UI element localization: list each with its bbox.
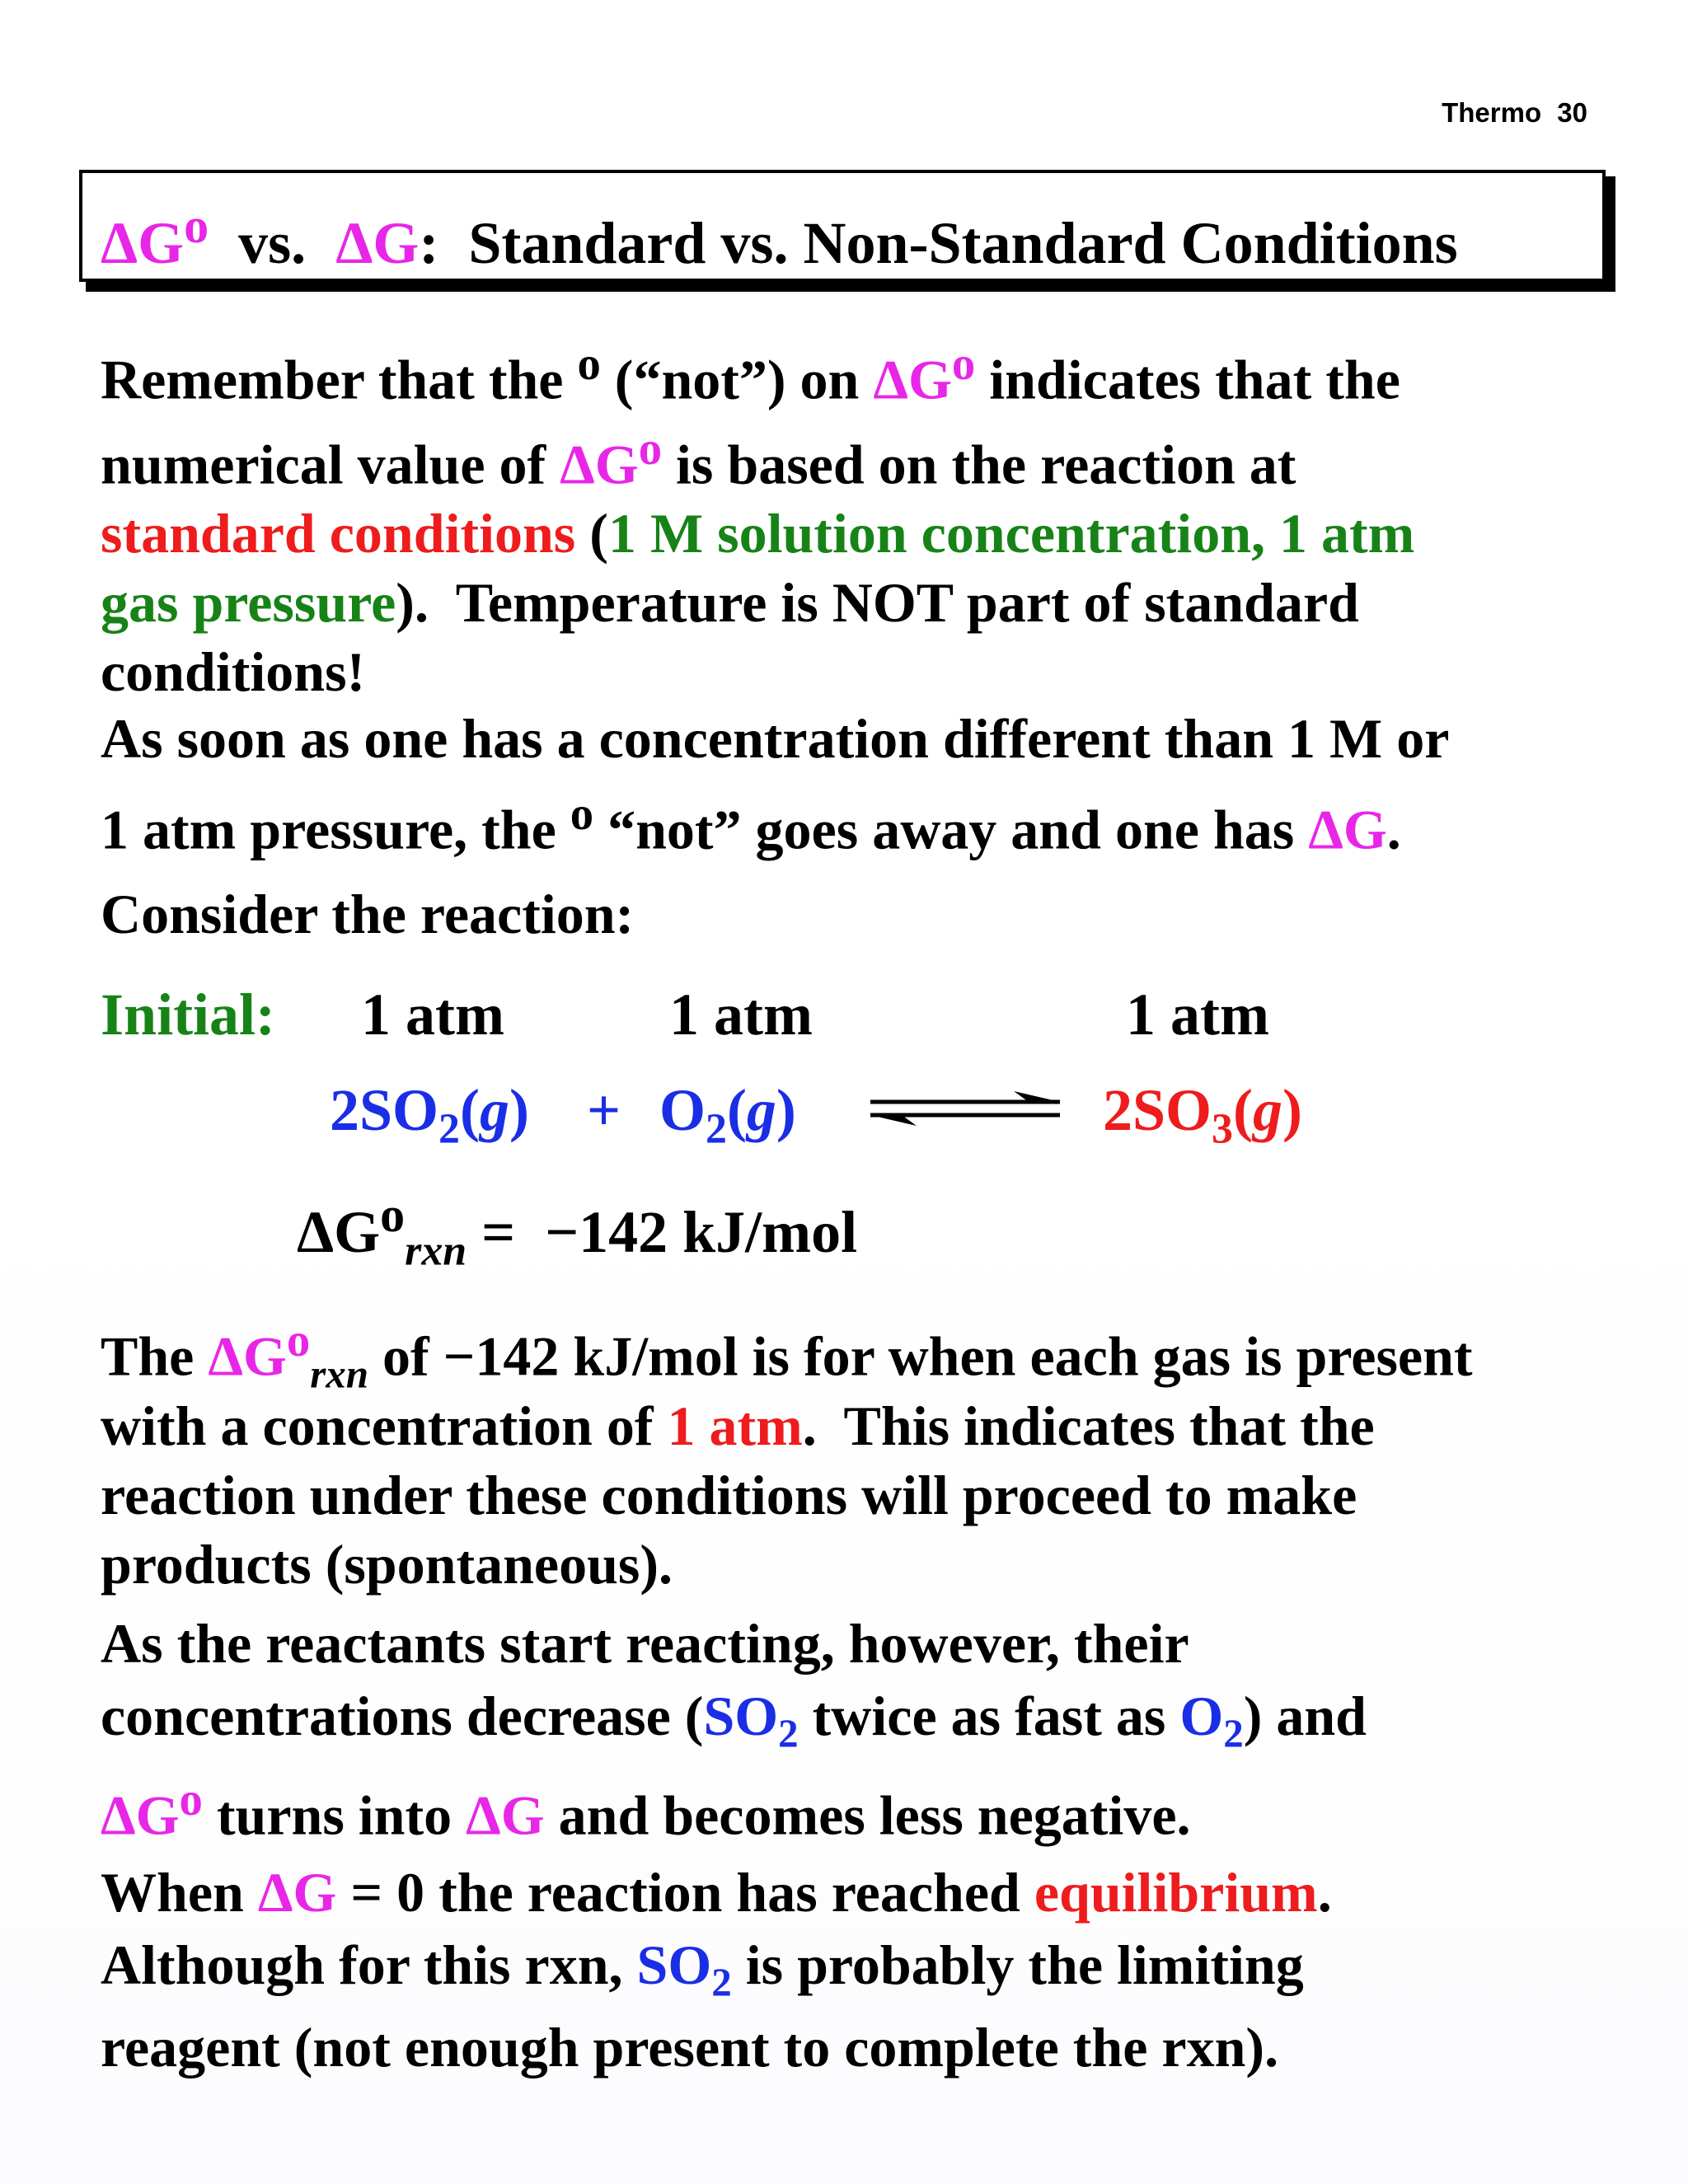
initial-pressure-o2: 1 atm [669,982,813,1047]
paragraph-equilibrium [101,1856,1332,2083]
text-line: with a concentration of 1 atm. This indicates that the [101,1394,1375,1457]
text-line: products (spontaneous). [101,1532,673,1596]
text-line: The $\Delta G^o_{rxn}$ of −142 kJ/mol is for when each gas is present [101,1315,1473,1397]
text-line: reagent (not enough present to complete the rxn). [101,2016,1279,2079]
text-line: As soon as one has a concentration different than 1 M or [101,707,1450,770]
text-line: concentrations decrease ($SO_2$ twice as fast as $O_2$) and [101,1685,1367,1756]
title-box [79,170,1606,282]
initial-label: Initial: [101,982,276,1047]
equilibrium-arrow-icon [864,1090,1067,1127]
text-line: standard conditions (1 M solution concentration, 1 atm [101,502,1415,565]
reactant-so2: $2SO_2(g)$ [330,1077,529,1153]
page-title: $\Delta G^o$ vs. ΔG: Standard vs. Non-Standard Conditions [101,199,1458,276]
reactant-o2: $O_2(g)$ [659,1077,796,1153]
text-line: reaction under these conditions will proceed to make [101,1463,1357,1526]
text-line: Although for this rxn, $SO_2$ is probably the limiting [101,1933,1304,2005]
initial-pressure-so2: 1 atm [361,982,504,1047]
text-line: conditions! [101,640,366,704]
plus-sign: + [557,1077,651,1143]
paragraph-consider: Consider the reaction: [101,883,635,945]
text-line: gas pressure). Temperature is NOT part of standard [101,571,1359,635]
initial-pressure-so3: 1 atm [1126,982,1269,1047]
text-line: When ΔG = 0 the reaction has reached equilibrium. [101,1861,1332,1924]
paragraph-nonstandard [101,701,1449,868]
text-line: numerical value of $\Delta G^o$ is based on the reaction at [101,423,1296,496]
product-so3: $2SO_3(g)$ [1103,1077,1302,1153]
paragraph-reactants-decrease [101,1607,1367,1852]
page-number: Thermo 30 [1442,97,1587,128]
delta-g-rxn-value: $\Delta G^o_{rxn} = -142$ kJ/mol [297,1188,858,1275]
text-line: Remember that the $^o$ (“not”) on $\Delta G^o$ indicates that the [101,339,1400,411]
text-line: $\Delta G^o$ turns into ΔG and becomes less negative. [101,1774,1191,1847]
paragraph-standard-conditions [101,330,1414,706]
paragraph-spontaneous [101,1306,1473,1599]
text-line: 1 atm pressure, the $^o$ “not” goes away and one has ΔG. [101,789,1401,861]
text-line: As the reactants start reacting, however, their [101,1612,1189,1675]
